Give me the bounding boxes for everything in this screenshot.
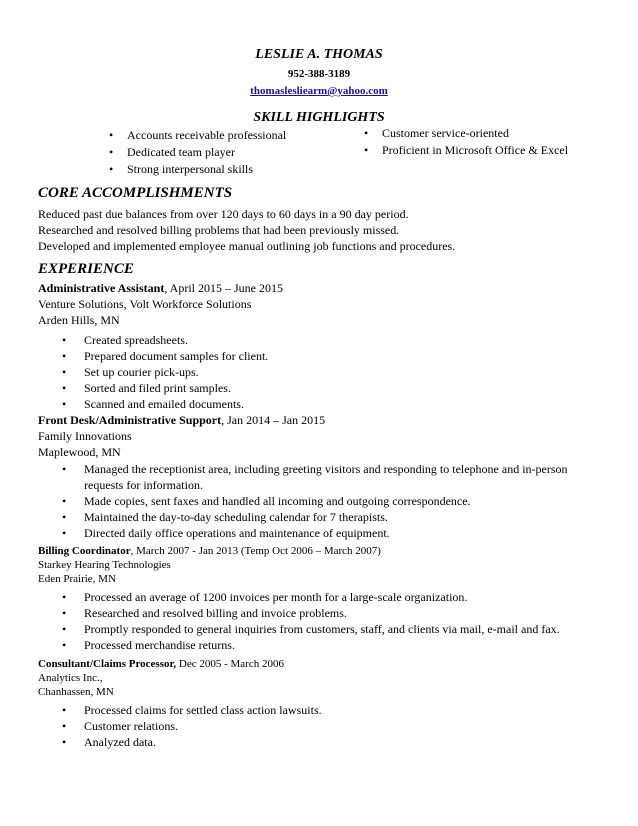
- experience-heading: EXPERIENCE: [38, 261, 134, 277]
- job-bullet: • Processed merchandise returns.: [60, 637, 608, 653]
- job-bullet: • Set up courier pick-ups.: [60, 364, 608, 380]
- job-bullet: • Made copies, sent faxes and handled all incoming and outgoing correspondence.: [60, 493, 608, 509]
- job-title: Administrative Assistant: [38, 281, 165, 295]
- job-location: Arden Hills, MN: [38, 313, 120, 327]
- skill-item: • Accounts receivable professional: [107, 127, 347, 144]
- job-dates: , April 2015 – June 2015: [164, 281, 284, 295]
- job-bullet: • Maintained the day-to-day scheduling calendar for 7 therapists.: [60, 509, 608, 525]
- phone-number: 952-388-3189: [287, 68, 351, 80]
- job-location: Chanhassen, MN: [38, 686, 114, 698]
- job-entry: [38, 544, 608, 653]
- job-dates: , March 2007 - Jan 2013 (Temp Oct 2006 – March 2007): [130, 545, 381, 557]
- job-bullet: • Promptly responded to general inquiries from customers, staff, and clients via mail, e-mail and fax.: [60, 621, 608, 637]
- candidate-name: LESLIE A. THOMAS: [255, 47, 383, 62]
- job-bullets: [60, 461, 608, 541]
- job-bullet: • Managed the receptionist area, including greeting visitors and responding to telephone and in-person requests for information.: [60, 461, 608, 493]
- job-dates: Dec 2005 - March 2006: [176, 658, 284, 670]
- job-dates: , Jan 2014 – Jan 2015: [221, 413, 326, 427]
- job-company: Starkey Hearing Technologies: [38, 559, 171, 571]
- skill-item: • Customer service-oriented: [362, 125, 572, 142]
- job-bullet: • Processed claims for settled class action lawsuits.: [60, 702, 608, 718]
- job-location: Maplewood, MN: [38, 445, 121, 459]
- job-bullet: • Customer relations.: [60, 718, 608, 734]
- job-bullet: • Processed an average of 1200 invoices per month for a large-scale organization.: [60, 589, 608, 605]
- job-company: Analytics Inc.,: [38, 672, 103, 684]
- accomplishment-line: Reduced past due balances from over 120 days to 60 days in a 90 day period.: [38, 207, 409, 221]
- core-accomplishments: [38, 206, 608, 254]
- job-title: Consultant/Claims Processor,: [38, 658, 177, 670]
- job-bullet: • Researched and resolved billing and invoice problems.: [60, 605, 608, 621]
- job-title: Billing Coordinator: [38, 545, 131, 557]
- job-location: Eden Prairie, MN: [38, 573, 116, 585]
- skill-item: • Proficient in Microsoft Office & Excel: [362, 142, 572, 159]
- job-bullet: • Directed daily office operations and maintenance of equipment.: [60, 525, 608, 541]
- job-title: Front Desk/Administrative Support: [38, 413, 222, 427]
- core-accomplishments-heading: CORE ACCOMPLISHMENTS: [38, 185, 233, 201]
- accomplishment-line: Researched and resolved billing problems that had been previously missed.: [38, 223, 400, 237]
- job-company: Venture Solutions, Volt Workforce Solutions: [38, 297, 252, 311]
- skill-item: • Strong interpersonal skills: [107, 161, 347, 178]
- skills-right-list: [362, 125, 572, 159]
- job-bullets: [60, 332, 608, 412]
- email-link[interactable]: thomaslesliearm@yahoo.com: [250, 85, 388, 97]
- job-bullet: • Analyzed data.: [60, 734, 608, 750]
- job-entry: [38, 657, 608, 750]
- job-bullet: • Sorted and filed print samples.: [60, 380, 608, 396]
- job-entry: [38, 280, 608, 412]
- job-bullet: • Prepared document samples for client.: [60, 348, 608, 364]
- job-bullet: • Created spreadsheets.: [60, 332, 608, 348]
- skills-left-list: [107, 127, 347, 178]
- job-company: Family Innovations: [38, 429, 132, 443]
- accomplishment-line: Developed and implemented employee manual outlining job functions and procedures.: [38, 239, 456, 253]
- skill-item: • Dedicated team player: [107, 144, 347, 161]
- job-bullets: [60, 702, 608, 750]
- job-bullets: [60, 589, 608, 653]
- job-bullet: • Scanned and emailed documents.: [60, 396, 608, 412]
- job-entry: [38, 412, 608, 541]
- skill-highlights-heading: SKILL HIGHLIGHTS: [253, 110, 385, 125]
